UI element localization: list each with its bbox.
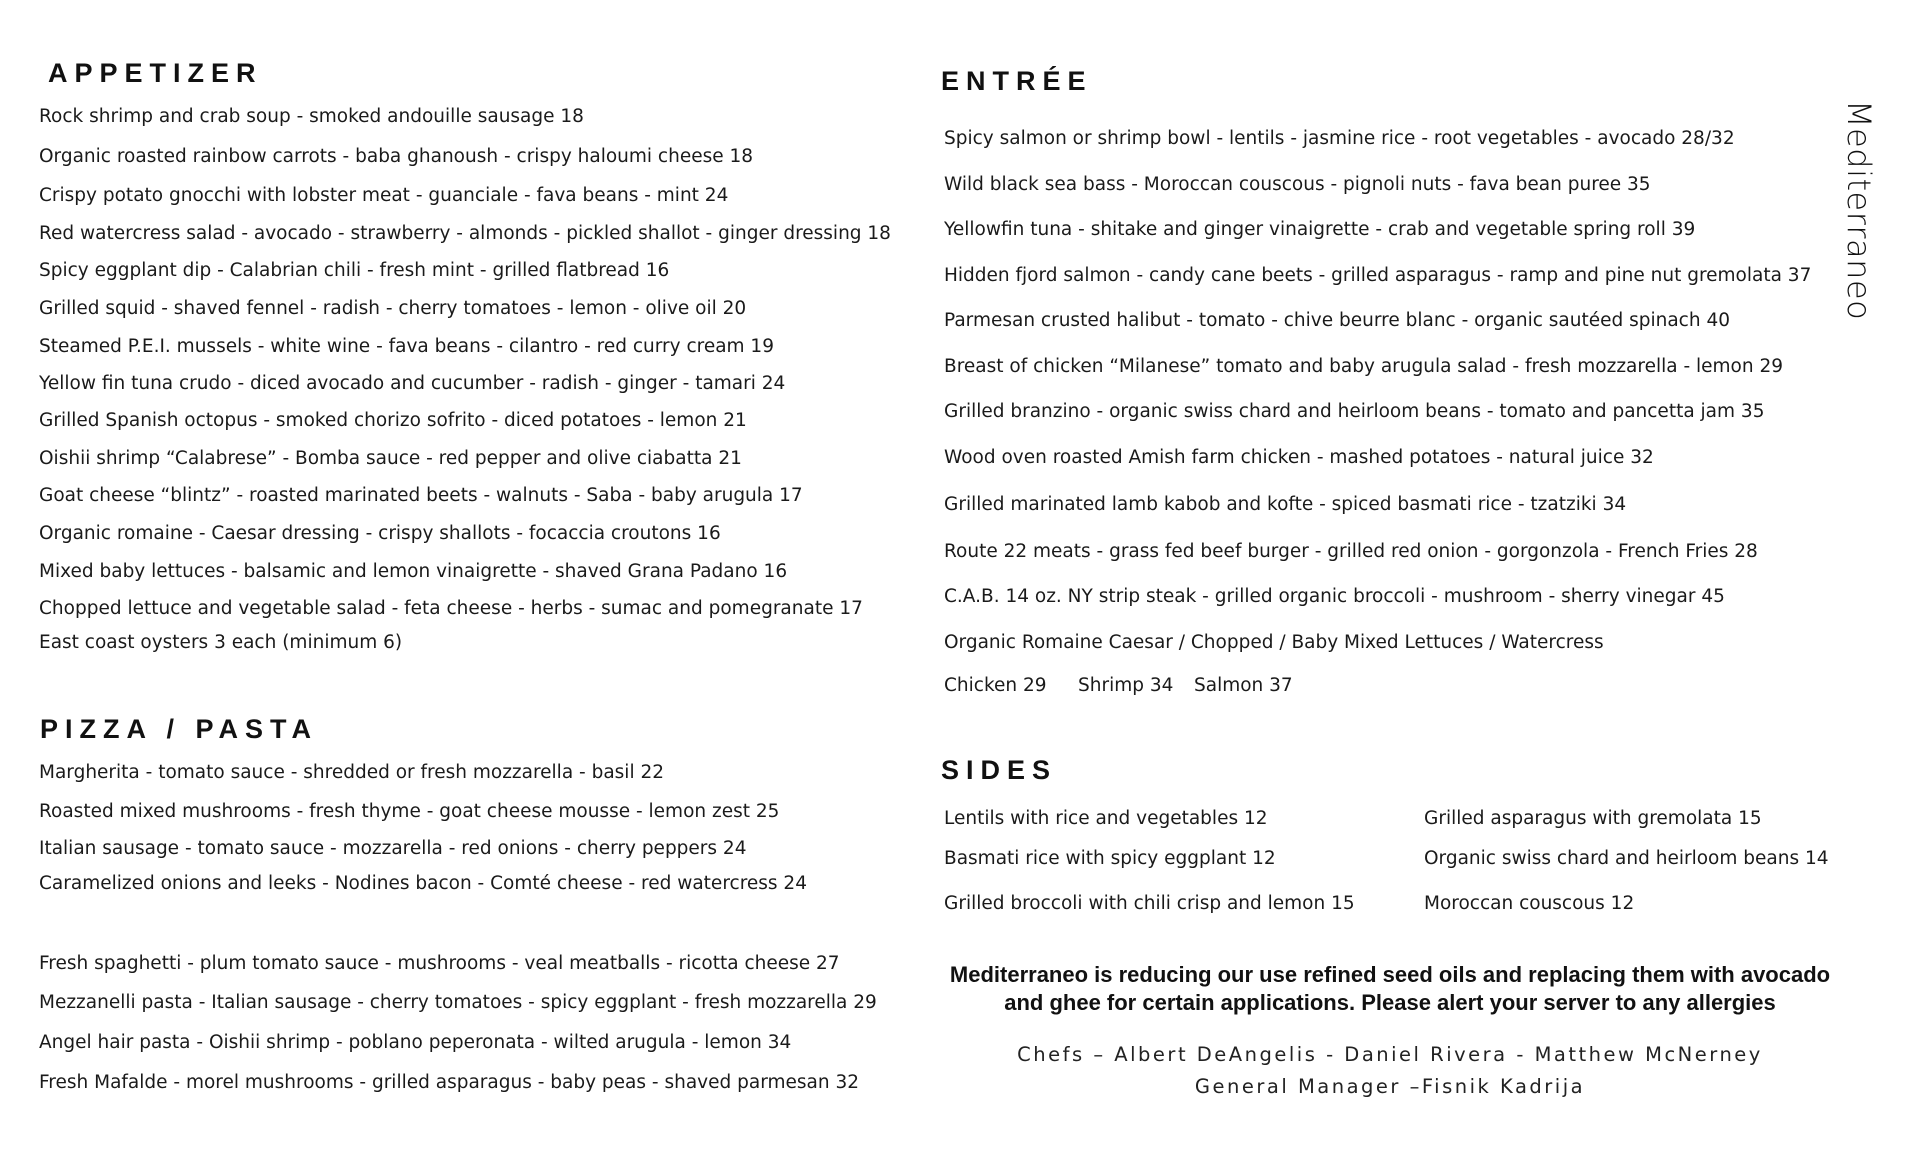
general-manager-credit: General Manager –Fisnik Kadrija: [1194, 1075, 1586, 1098]
pizza-item: Italian sausage - tomato sauce - mozzarella - red onions - cherry peppers 24: [39, 838, 747, 859]
appetizer-item: Yellow fin tuna crudo - diced avocado and cucumber - radish - ginger - tamari 24: [39, 373, 786, 394]
entree-item: Organic Romaine Caesar / Chopped / Baby Mixed Lettuces / Watercress: [944, 632, 1604, 653]
pizza-item: Roasted mixed mushrooms - fresh thyme - goat cheese mousse - lemon zest 25: [39, 801, 780, 822]
pasta-item: Fresh spaghetti - plum tomato sauce - mushrooms - veal meatballs - ricotta cheese 27: [39, 953, 840, 974]
sides-title: SIDES: [941, 755, 1058, 785]
pasta-item: Angel hair pasta - Oishii shrimp - poblano peperonata - wilted arugula - lemon 34: [39, 1032, 792, 1053]
appetizer-item: Organic romaine - Caesar dressing - crispy shallots - focaccia croutons 16: [39, 523, 721, 544]
pizza-item: Caramelized onions and leeks - Nodines bacon - Comté cheese - red watercress 24: [39, 873, 807, 894]
appetizer-item: Oishii shrimp “Calabrese” - Bomba sauce - red pepper and olive ciabatta 21: [39, 448, 742, 469]
entree-title: ENTRÉE: [941, 66, 1093, 96]
entree-item: Route 22 meats - grass fed beef burger - grilled red onion - gorgonzola - French Fries 28: [944, 541, 1758, 562]
side-item: Grilled asparagus with gremolata 15: [1424, 808, 1762, 829]
appetizer-item: Mixed baby lettuces - balsamic and lemon vinaigrette - shaved Grana Padano 16: [39, 561, 788, 582]
seed-oil-notice-line-1: Mediterraneo is reducing our use refined seed oils and replacing them with avocado: [949, 962, 1831, 987]
entree-item: C.A.B. 14 oz. NY strip steak - grilled organic broccoli - mushroom - sherry vinegar 45: [944, 586, 1725, 607]
appetizer-item: Steamed P.E.I. mussels - white wine - fava beans - cilantro - red curry cream 19: [39, 336, 774, 357]
seed-oil-notice-line-2: and ghee for certain applications. Please alert your server to any allergies: [1004, 990, 1776, 1015]
entree-item: Parmesan crusted halibut - tomato - chive beurre blanc - organic sautéed spinach 40: [944, 310, 1730, 331]
pizza-item: Margherita - tomato sauce - shredded or fresh mozzarella - basil 22: [39, 762, 665, 783]
appetizer-item: Rock shrimp and crab soup - smoked andouille sausage 18: [39, 106, 584, 127]
entree-addon-shrimp: Shrimp 34: [1078, 675, 1174, 696]
entree-item: Wood oven roasted Amish farm chicken - mashed potatoes - natural juice 32: [944, 447, 1654, 468]
appetizer-item: Organic roasted rainbow carrots - baba ghanoush - crispy haloumi cheese 18: [39, 146, 754, 167]
chefs-credit: Chefs – Albert DeAngelis - Daniel Rivera - Matthew McNerney: [1017, 1043, 1763, 1066]
appetizer-item: Grilled Spanish octopus - smoked chorizo sofrito - diced potatoes - lemon 21: [39, 410, 747, 431]
side-item: Moroccan couscous 12: [1424, 893, 1635, 914]
entree-item: Wild black sea bass - Moroccan couscous - pignoli nuts - fava bean puree 35: [944, 174, 1651, 195]
entree-item: Yellowfin tuna - shitake and ginger vinaigrette - crab and vegetable spring roll 39: [944, 219, 1696, 240]
appetizer-item: East coast oysters 3 each (minimum 6): [39, 632, 403, 653]
appetizer-item: Red watercress salad - avocado - strawberry - almonds - pickled shallot - ginger dressing 18: [39, 223, 891, 244]
entree-item: Breast of chicken “Milanese” tomato and baby arugula salad - fresh mozzarella - lemon 29: [944, 356, 1784, 377]
appetizer-item: Spicy eggplant dip - Calabrian chili - fresh mint - grilled flatbread 16: [39, 260, 670, 281]
entree-item: Hidden fjord salmon - candy cane beets - grilled asparagus - ramp and pine nut gremolata 37: [944, 265, 1812, 286]
pasta-item: Fresh Mafalde - morel mushrooms - grilled asparagus - baby peas - shaved parmesan 32: [39, 1072, 859, 1093]
entree-item: Grilled branzino - organic swiss chard and heirloom beans - tomato and pancetta jam 35: [944, 401, 1765, 422]
pasta-item: Mezzanelli pasta - Italian sausage - cherry tomatoes - spicy eggplant - fresh mozzarella 29: [39, 992, 877, 1013]
entree-item: Spicy salmon or shrimp bowl - lentils - jasmine rice - root vegetables - avocado 28/32: [944, 128, 1735, 149]
side-item: Organic swiss chard and heirloom beans 14: [1424, 848, 1829, 869]
side-item: Grilled broccoli with chili crisp and lemon 15: [944, 893, 1355, 914]
appetizer-item: Goat cheese “blintz” - roasted marinated beets - walnuts - Saba - baby arugula 17: [39, 485, 803, 506]
entree-addon-salmon: Salmon 37: [1194, 675, 1293, 696]
entree-item: Grilled marinated lamb kabob and kofte - spiced basmati rice - tzatziki 34: [944, 494, 1627, 515]
pizza-pasta-title: PIZZA / PASTA: [40, 714, 318, 744]
side-item: Lentils with rice and vegetables 12: [944, 808, 1268, 829]
entree-addon-chicken: Chicken 29: [944, 675, 1047, 696]
appetizer-item: Grilled squid - shaved fennel - radish - cherry tomatoes - lemon - olive oil 20: [39, 298, 747, 319]
side-item: Basmati rice with spicy eggplant 12: [944, 848, 1276, 869]
appetizer-item: Crispy potato gnocchi with lobster meat - guanciale - fava beans - mint 24: [39, 185, 729, 206]
brand-name: Mediterraneo: [1840, 100, 1878, 321]
appetizer-title: APPETIZER: [48, 58, 263, 88]
appetizer-item: Chopped lettuce and vegetable salad - feta cheese - herbs - sumac and pomegranate 17: [39, 598, 863, 619]
